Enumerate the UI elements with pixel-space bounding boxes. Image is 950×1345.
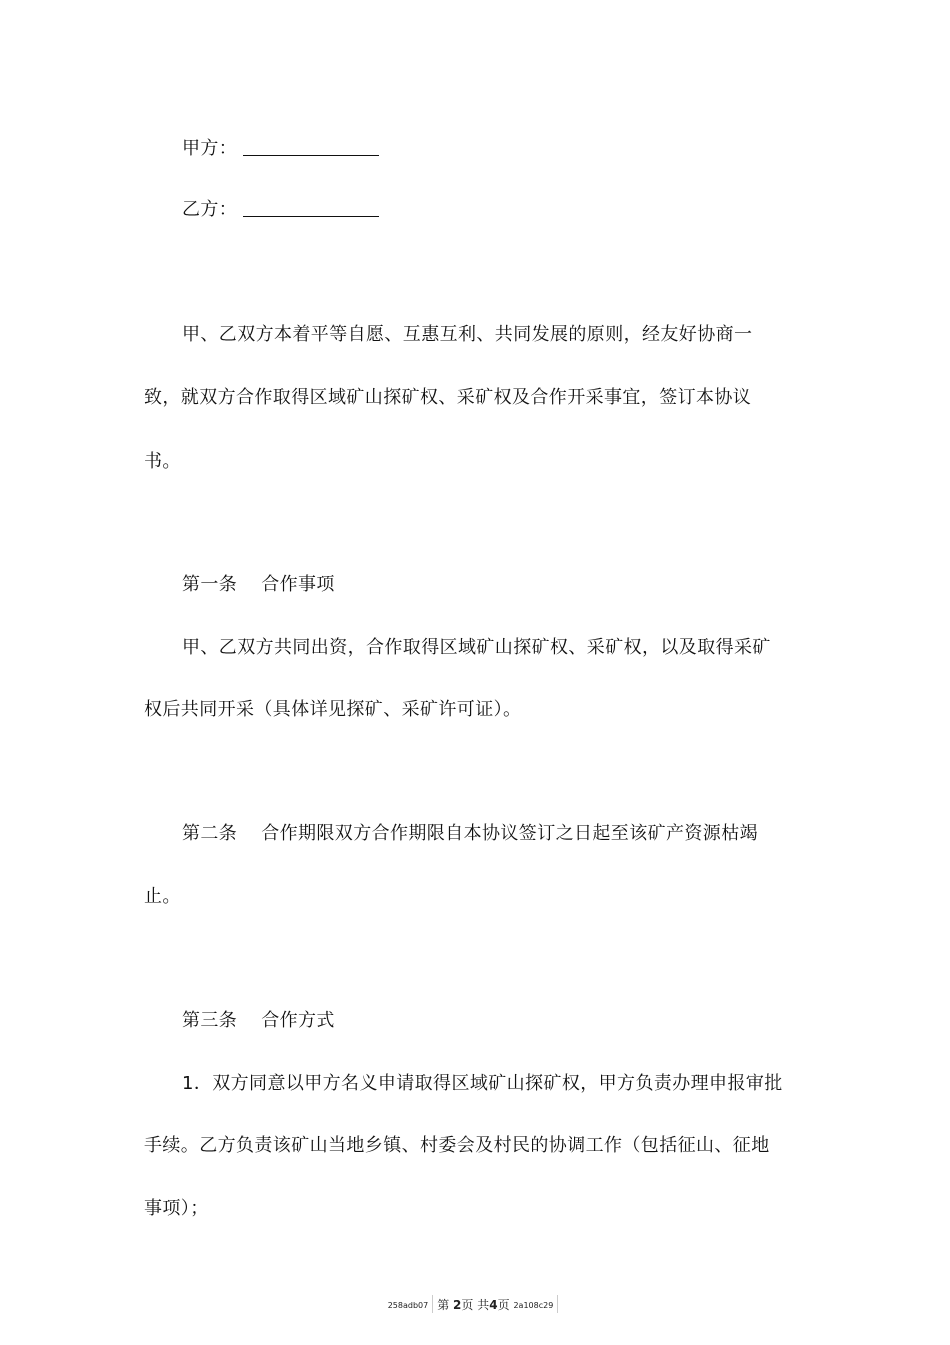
footer-page-total: 4 (489, 1298, 498, 1312)
article1-body-line-2: 权后共同开采（具体详见探矿、采矿许可证）。 (144, 699, 522, 720)
party-b-line (182, 198, 379, 222)
article2-number: 第二条 (182, 823, 238, 844)
footer-total-prefix: 共 (477, 1298, 490, 1312)
article2-heading (182, 822, 758, 846)
party-a-blank (243, 137, 379, 156)
article3-item1-line-1: 1．双方同意以甲方名义申请取得区域矿山探矿权，甲方负责办理申报审批 (182, 1073, 783, 1094)
article1-body-line-1: 甲、乙双方共同出资，合作取得区域矿山探矿权、采矿权，以及取得采矿 (182, 637, 771, 658)
article1-title: 合作事项 (261, 574, 335, 595)
footer-page-current: 2 (453, 1298, 462, 1312)
party-b-label: 乙方： (182, 199, 238, 220)
preamble-line-3: 书。 (144, 451, 181, 472)
footer-total-unit: 页 (497, 1298, 510, 1312)
party-a-line (182, 137, 379, 161)
footer-page-unit: 页 (461, 1298, 474, 1312)
article3-title: 合作方式 (261, 1010, 335, 1031)
footer-page-prefix: 第 (437, 1298, 450, 1312)
party-a-label: 甲方： (182, 138, 238, 159)
preamble-line-2: 致，就双方合作取得区域矿山探矿权、采矿权及合作开采事宜，签订本协议 (144, 387, 752, 408)
article1-heading (182, 573, 335, 597)
footer-separator-right (557, 1295, 558, 1313)
preamble-line-1: 甲、乙双方本着平等自愿、互惠互利、共同发展的原则，经友好协商一 (182, 324, 753, 345)
article3-heading (182, 1009, 335, 1033)
article2-title: 合作期限双方合作期限自本协议签订之日起至该矿产资源枯竭 (261, 823, 759, 844)
article2-continuation: 止。 (144, 886, 181, 907)
article1-number: 第一条 (182, 574, 238, 595)
article3-item1-line-3: 事项）； (144, 1198, 209, 1219)
footer-separator-left (432, 1295, 433, 1313)
page-footer (0, 1295, 950, 1314)
article3-number: 第三条 (182, 1010, 238, 1031)
footer-right-code: 2a108c29 (513, 1301, 554, 1310)
footer-left-code: 258adb07 (387, 1301, 429, 1310)
article3-item1-line-2: 手续。乙方负责该矿山当地乡镇、村委会及村民的协调工作（包括征山、征地 (144, 1135, 770, 1156)
party-b-blank (243, 198, 379, 217)
